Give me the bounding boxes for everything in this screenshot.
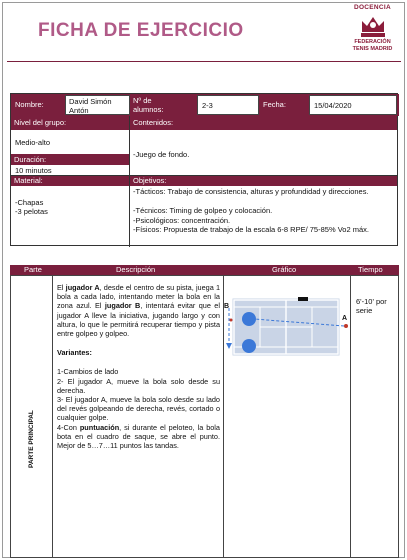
- desc-text: El: [57, 283, 66, 292]
- contenidos-value: -Juego de fondo.: [133, 150, 190, 159]
- player-a-marker: [344, 324, 348, 328]
- variante-item: [57, 423, 220, 451]
- player-b-marker: [230, 319, 233, 322]
- header-parte: Parte: [24, 265, 42, 274]
- description-paragraph: [57, 283, 220, 338]
- player-a-label: A: [342, 315, 348, 322]
- objetivos-item: -Tácticos: Trabajo de consistencia, alturas y profundidad y direcciones.: [133, 187, 369, 196]
- nivel-value: Medio-alto: [15, 138, 51, 147]
- alumnos-field: [197, 95, 259, 115]
- crown-emblem-icon: [358, 12, 388, 38]
- nivel-label: Nivel del grupo:: [14, 118, 67, 127]
- contenidos-header: [130, 116, 397, 130]
- tiempo-value: 6'-10' por serie: [356, 297, 387, 315]
- chapa-marker: [298, 297, 308, 301]
- logo-line-2: TENIS MADRID: [352, 46, 393, 52]
- material-header: [11, 176, 129, 186]
- header-tiempo: Tiempo: [358, 265, 383, 274]
- objetivos-item: -Psicológicos: concentración.: [133, 216, 231, 225]
- alumnos-label: Nº de alumnos:: [133, 96, 164, 114]
- material-item: -Chapas: [15, 198, 44, 207]
- federation-logo: [345, 4, 400, 66]
- variante-item: 3- El jugador A, mueve la bola solo desde su lado del revés golpeando de derecha, revés, cortado o cualquier golpe.: [57, 395, 220, 423]
- header-descripcion: Descripción: [116, 265, 156, 274]
- exercise-description: [57, 283, 220, 450]
- court-graphic: [224, 292, 352, 364]
- contenidos-label: Contenidos:: [133, 118, 174, 127]
- player-b-label: B: [224, 303, 230, 310]
- desc-text: , desde el centro de su pista, juega 1 bola a cada lado, intentando meter la bola en la zona azul. El: [57, 283, 221, 311]
- desc-text: , intentará evitar que el jugador A lleve la iniciativa, jugando largo y con altura, lo que le permitirá recuperar tiempo y pista entre golpeo y golpeo.: [57, 301, 220, 339]
- page-title: FICHA DE EJERCICIO: [38, 20, 244, 41]
- objetivos-label: Objetivos:: [133, 176, 167, 185]
- alumnos-value: 2-3: [202, 101, 213, 110]
- desc-bold-player-a: jugador A: [65, 283, 100, 292]
- arrow-head-icon: [226, 343, 232, 349]
- desc-text: , si durante el peloteo, la bola bota en el cuadro de saque, se abre el punto. Mejor de 5…7…11 puntos las tandas.: [57, 422, 220, 451]
- desc-text: 4-Con: [57, 422, 80, 432]
- logo-line-1: FEDERACIÓN: [354, 39, 391, 45]
- parte-principal-label: PARTE PRINCIPAL: [28, 410, 35, 468]
- duracion-header: [11, 154, 129, 165]
- objetivos-item: -Técnicos: Timing de golpeo y colocación.: [133, 206, 273, 215]
- logo-top-text: DOCENCIA: [353, 4, 392, 11]
- desc-bold-player-b: jugador B: [104, 301, 141, 311]
- exercise-header-row: [10, 265, 399, 275]
- variante-item: 2- El jugador A, mueve la bola solo desde su derecha.: [57, 376, 220, 395]
- header-grafico: Gráfico: [272, 265, 297, 274]
- material-item: -3 pelotas: [15, 207, 48, 216]
- col-divider: [52, 275, 53, 558]
- material-label: Material:: [14, 176, 43, 185]
- nombre-field: [65, 95, 130, 115]
- info-table: [10, 93, 398, 246]
- objetivos-item: -Físicos: Propuesta de trabajo de la escala 6-8 RPE/ 75-85% Vo2 máx.: [133, 225, 369, 234]
- duracion-value: 10 minutos: [15, 166, 52, 175]
- nombre-label: Nombre:: [15, 100, 44, 109]
- fecha-label: Fecha:: [263, 100, 286, 109]
- variantes-heading: Variantes:: [57, 348, 92, 358]
- title-rule: [7, 61, 401, 62]
- variante-item: 1-Cambios de lado: [57, 367, 119, 377]
- nombre-value: David Simón Antón: [69, 97, 112, 115]
- fecha-value: 15/04/2020: [314, 101, 352, 110]
- objetivos-header: [130, 176, 397, 186]
- desc-bold-puntuacion: puntuación: [79, 422, 120, 432]
- blue-zone-marker: [242, 339, 256, 353]
- fecha-field: [309, 95, 397, 115]
- nivel-header: [11, 116, 129, 130]
- duracion-label: Duración:: [14, 155, 47, 164]
